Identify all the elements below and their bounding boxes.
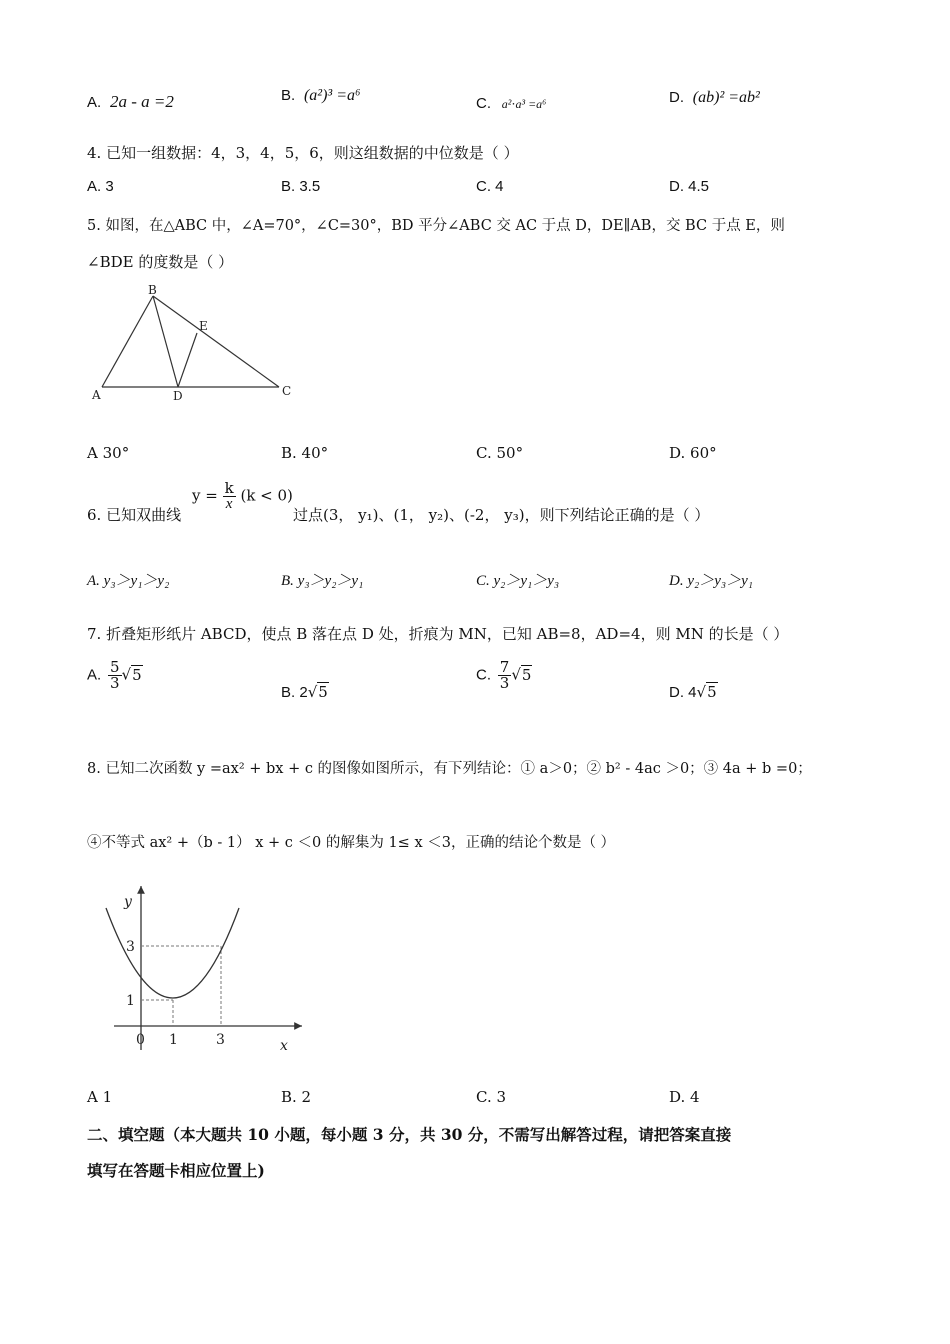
q6-option-a: A. y₃＞y₁＞y₂: [87, 573, 170, 589]
q7-option-a: A. $\frac{5}{3}$ √5: [87, 658, 142, 692]
q4-option-b: B. 3.5: [281, 178, 321, 195]
q8-stem-line1: 8. 已知二次函数 y =ax² + bx + c 的图像如图所示，有下列结论：① a＞0；② b² - 4ac ＞0；③ 4a + b =0；: [87, 761, 812, 777]
q7-c-label: C.: [476, 666, 491, 684]
q8-stem-line2: ④不等式 ax² +（b - 1） x + c ＜0 的解集为 1≤ x ＜3，正确的结论个数是（ ）: [87, 835, 616, 851]
q6-fraction: [223, 481, 236, 512]
q7-d-label: D. 4: [669, 684, 697, 701]
q7-a-den: 3: [109, 674, 120, 692]
edge-ab: [102, 296, 153, 387]
q7-a-radicand: 5: [132, 665, 142, 684]
q5-stem-line2: ∠BDE 的度数是（ ）: [87, 253, 234, 271]
q7-b-label: B. 2: [281, 684, 308, 701]
q7-option-d: D. 4√5: [669, 683, 717, 701]
q6-func-cond: (k < 0): [240, 486, 293, 505]
q3-b-expr: (a²)³ =a⁶: [303, 87, 361, 104]
q3-a-label: A.: [87, 94, 102, 111]
q6-option-b: B. y₃＞y₂＞y₁: [281, 573, 364, 589]
q5-stem-line1: 5. 如图，在△ABC 中，∠A=70°，∠C=30°，BD 平分∠ABC 交 AC 于点 D，DE∥AB，交 BC 于点 E，则: [87, 218, 785, 234]
q3-c-label: C.: [476, 95, 491, 112]
q7-b-radicand: 5: [318, 683, 328, 701]
label-y: y: [124, 894, 132, 910]
q7-c-radicand: 5: [521, 665, 532, 684]
label-c: C: [282, 384, 292, 398]
q7-stem: 7. 折叠矩形纸片 ABCD，使点 B 落在点 D 处，折痕为 MN，已知 AB=8，AD=4，则 MN 的长是（ ）: [87, 625, 789, 643]
q6-func-num: k: [224, 479, 234, 497]
q7-a-fraction: [108, 660, 122, 691]
q4-option-c: C. 4: [476, 178, 504, 195]
label-origin: 0: [136, 1032, 145, 1048]
label-d: D: [173, 389, 183, 403]
q7-d-radicand: 5: [707, 683, 717, 701]
label-x1: 1: [169, 1032, 178, 1048]
q3-option-a: [87, 92, 174, 112]
q7-c-fraction: [498, 660, 512, 691]
label-x3: 3: [216, 1032, 225, 1048]
label-y3: 3: [126, 939, 135, 955]
q8-parabola-graph: [94, 878, 314, 1058]
q3-d-label: D.: [669, 89, 684, 106]
label-b: B: [148, 283, 157, 297]
label-a: A: [92, 388, 101, 402]
label-x: x: [280, 1038, 288, 1054]
q8-option-d: D. 4: [669, 1088, 700, 1106]
edge-bc: [153, 296, 279, 387]
q8-option-c: C. 3: [476, 1088, 507, 1106]
segment-de: [178, 333, 197, 387]
label-y1: 1: [126, 993, 135, 1009]
q6-func-den: x: [225, 496, 233, 512]
q6-option-d: D. y₂＞y₃＞y₁: [669, 573, 753, 589]
q6-func-y: y =: [192, 486, 218, 505]
section2-heading-line2: 填写在答题卡相应位置上): [87, 1161, 265, 1180]
q4-option-d: D. 4.5: [669, 178, 710, 195]
q5-option-d: D. 60°: [669, 444, 717, 462]
q3-option-b: [281, 86, 361, 105]
q7-option-b: B. 2√5: [281, 683, 328, 701]
q5-option-b: B. 40°: [281, 444, 329, 462]
q7-a-num: 5: [109, 658, 120, 676]
q8-option-a: A 1: [87, 1088, 113, 1106]
q7-option-c: C. $\frac{7}{3}$ √5: [476, 658, 532, 692]
q6-stem-suffix: 过点(3， y₁)、(1， y₂)、(-2， y₃)，则下列结论正确的是（ ）: [293, 506, 710, 524]
section2-heading-line1: 二、填空题（本大题共 10 小题，每小题 3 分，共 30 分，不需写出解答过程，请把答案直接: [87, 1125, 732, 1144]
q4-stem: 4. 已知一组数据：4，3，4，5，6，则这组数据的中位数是（ ）: [87, 144, 519, 162]
q7-c-num: 7: [499, 658, 510, 676]
q3-d-expr: (ab)² =ab²: [692, 89, 760, 106]
q6-option-c: C. y₂＞y₁＞y₃: [476, 573, 560, 589]
q5-triangle-figure: [86, 282, 301, 407]
q3-a-expr: 2a - a =2: [109, 92, 174, 111]
q5-option-a: A 30°: [87, 444, 130, 462]
q8-option-b: B. 2: [281, 1088, 312, 1106]
q6-stem-prefix: 6. 已知双曲线: [87, 506, 182, 524]
q3-option-d: [669, 88, 760, 107]
q3-b-label: B.: [281, 87, 296, 104]
q6-function: [192, 481, 293, 512]
q5-option-c: C. 50°: [476, 444, 524, 462]
q4-option-a: A. 3: [87, 178, 114, 195]
q7-a-label: A.: [87, 666, 102, 684]
q3-option-c: [476, 94, 546, 112]
q7-c-den: 3: [499, 674, 510, 692]
label-e: E: [199, 319, 208, 333]
segment-bd: [153, 296, 178, 387]
q3-c-expr: a²⋅a³ =a⁶: [501, 97, 547, 111]
